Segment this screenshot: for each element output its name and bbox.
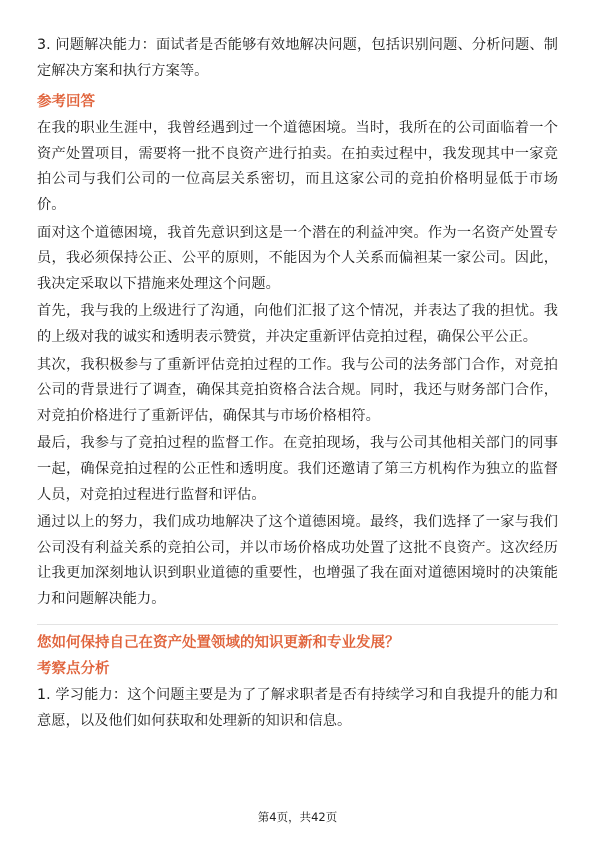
intro-item-3: 3. 问题解决能力：面试者是否能够有效地解决问题，包括识别问题、分析问题、制定解决方案和执行方案等。 — [37, 37, 558, 79]
answer-paragraph: 其次，我积极参与了重新评估竞拍过程的工作。我与公司的法务部门合作，对竞拍公司的背景进行了调查，确保其竞拍资格合法合规。同时，我还与财务部门合作，对竞拍价格进行了重新评估，确保其与市场价格相符。 — [37, 356, 558, 424]
analysis-heading: 考察点分析 — [37, 661, 110, 678]
analysis-item-1: 1. 学习能力：这个问题主要是为了了解求职者是否有持续学习和自我提升的能力和意愿，以及他们如何获取和处理新的知识和信息。 — [37, 687, 558, 730]
answer-paragraph: 首先，我与我的上级进行了沟通，向他们汇报了这个情况，并表达了我的担忧。我的上级对我的诚实和透明表示赞赏，并决定重新评估竞拍过程，确保公平公正。 — [37, 303, 558, 345]
reference-answer-heading: 参考回答 — [37, 94, 95, 111]
answer-paragraph: 最后，我参与了竞拍过程的监督工作。在竞拍现场，我与公司其他相关部门的同事一起，确保竞拍过程的公正性和透明度。我们还邀请了第三方机构作为独立的监督人员，对竞拍过程进行监督和评估。 — [37, 435, 558, 503]
page-footer: 第4页，共42页 — [257, 810, 338, 824]
document-content — [37, 33, 558, 735]
section-divider — [37, 624, 558, 625]
answer-paragraph: 通过以上的努力，我们成功地解决了这个道德困境。最终，我们选择了一家与我们公司没有利益关系的竞拍公司，并以市场价格成功处置了这批不良资产。这次经历让我更加深刻地认识到职业道德的重要性，也增强了我在面对道德困境时的决策能力和问题解决能力。 — [37, 514, 558, 607]
answer-paragraph: 面对这个道德困境，我首先意识到这是一个潜在的利益冲突。作为一名资产处置专员，我必须保持公正、公平的原则，不能因为个人关系而偏袒某一家公司。因此，我决定采取以下措施来处理这个问题。 — [37, 224, 558, 292]
question-heading: 您如何保持自己在资产处置领域的知识更新和专业发展？ — [37, 635, 400, 652]
answer-paragraph: 在我的职业生涯中，我曾经遇到过一个道德困境。当时，我所在的公司面临着一个资产处置项目，需要将一批不良资产进行拍卖。在拍卖过程中，我发现其中一家竞拍公司与我们公司的一位高层关系密切，而且这家公司的竞拍价格明显低于市场价。 — [37, 120, 558, 213]
